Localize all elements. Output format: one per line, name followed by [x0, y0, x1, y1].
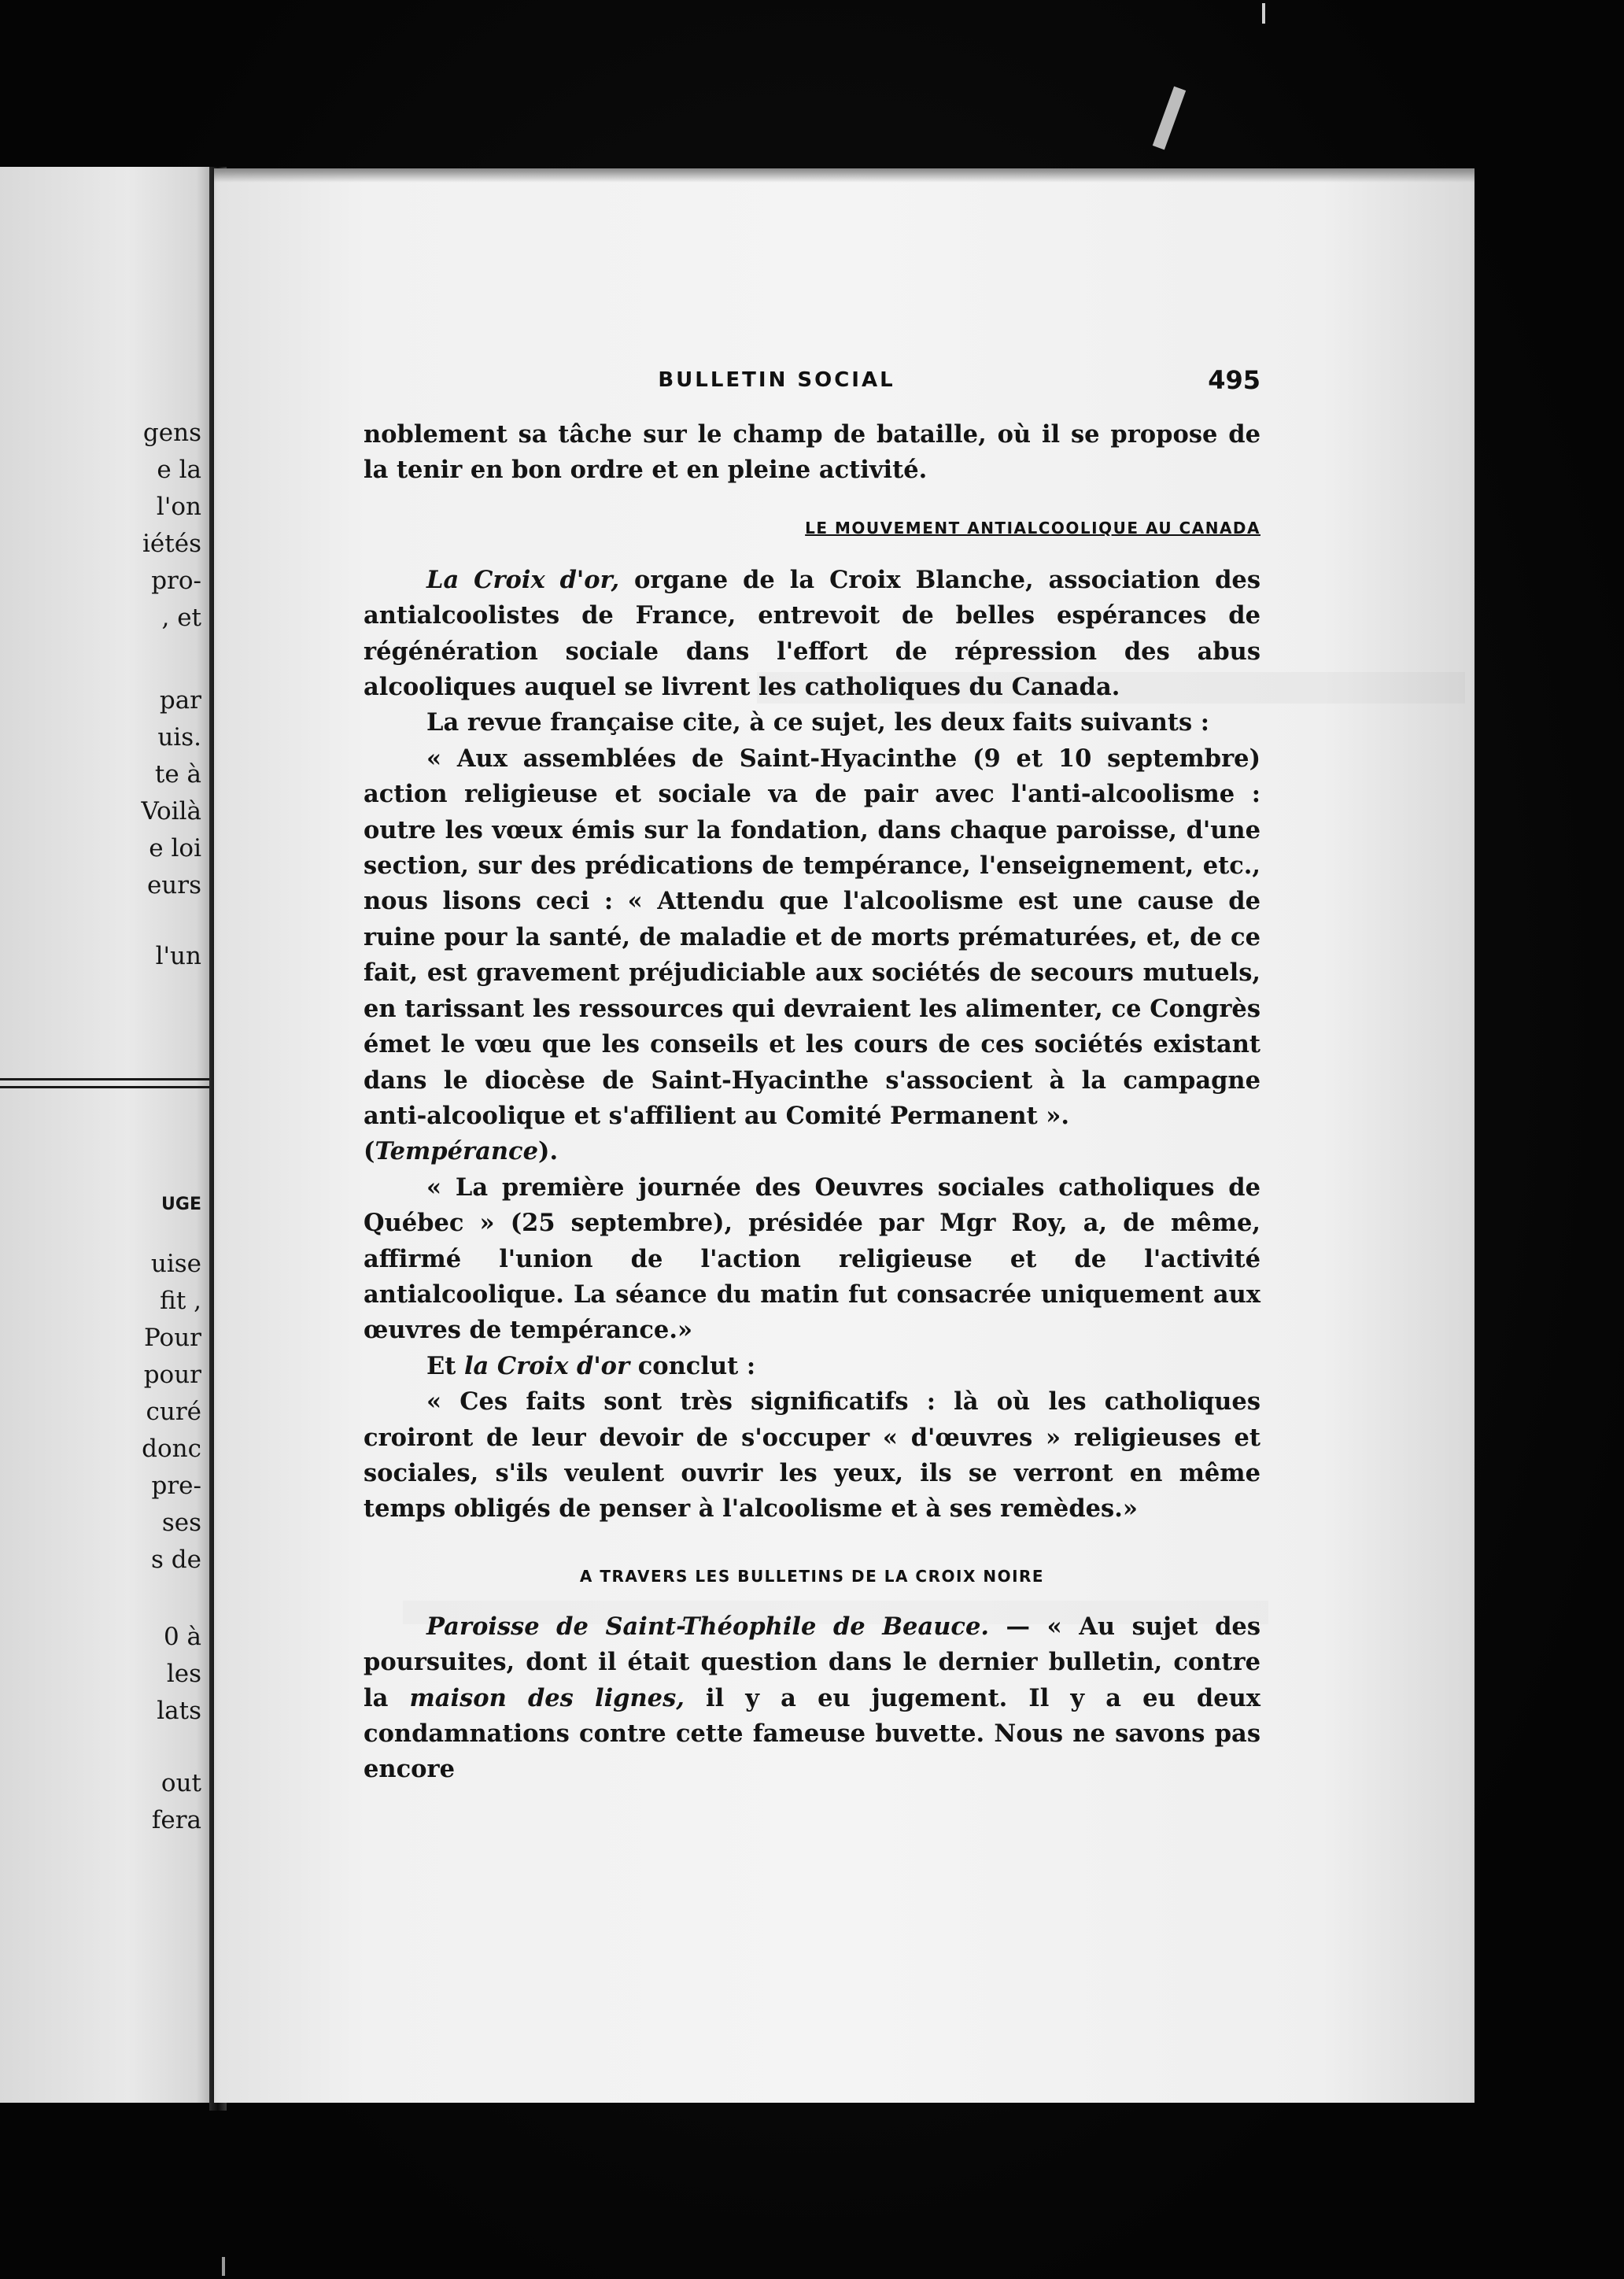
paragraph	[364, 1609, 1260, 1788]
page-number: 495	[1208, 365, 1260, 395]
left-page-line: pre-	[151, 1472, 201, 1500]
paragraph	[364, 563, 1260, 706]
italic-term: maison des lignes,	[409, 1683, 685, 1712]
paragraph-text: conclut :	[629, 1351, 756, 1380]
page-top-shadow	[214, 168, 1475, 183]
paragraph	[364, 1349, 1260, 1384]
left-page-line: out	[161, 1769, 201, 1797]
dust-speck	[222, 2257, 225, 2276]
dust-speck	[1153, 87, 1186, 150]
quotation-paragraph: « La première journée des Oeuvres sociales catholiques de Québec » (25 septembre), présidée par Mgr Roy, a, de même, affirmé l'union de l'action religieuse et de l'activité antialcoolique. La séance du matin fut consacrée uniquement aux œuvres de tempérance.»	[364, 1173, 1260, 1345]
left-page-rule	[0, 1086, 209, 1088]
left-page-line: curé	[146, 1398, 201, 1426]
running-title: BULLETIN SOCIAL	[658, 368, 895, 392]
left-page-line: ses	[161, 1509, 201, 1537]
paragraph-text: — « Au sujet des poursuites, dont il était question dans le dernier bulletin, contre la	[364, 1612, 1260, 1712]
left-page-line: par	[159, 686, 201, 715]
paragraph-text: organe de la Croix Blanche, association des antialcoolistes de France, entrevoit de belles espérances de régénération sociale dans l'effort de répression des abus alcooliques auquel se livrent les catholiques du Canada.	[364, 565, 1260, 702]
paragraph-text: « Aux assemblées de Saint-Hyacinthe (9 et 10 septembre) action religieuse et sociale va de pair avec l'anti-alcoolisme : outre les vœux émis sur la fondation, dans chaque paroisse, d'une section, sur des prédications de tempérance, l'enseignement, etc., nous lisons ceci : « Attendu que l'alcoolisme est une cause de ruine pour la santé, de maladie et de morts prématurées, et, de ce fait, est gravement préjudiciable aux sociétés de secours mutuels, en tarissant les ressources qui devraient les alimenter, ce Congrès émet le vœu que les conseils et les cours de ces sociétés existant dans le diocèse de Saint-Hyacinthe s'associent à la campagne anti-alcoolique et s'affilient au Comité Permanent ».	[364, 744, 1260, 1130]
dust-speck	[1262, 3, 1265, 24]
citation-close: ).	[538, 1137, 559, 1166]
left-page-line: e loi	[149, 834, 201, 862]
left-page-line: , et	[161, 604, 201, 632]
italic-title: la Croix d'or	[463, 1351, 630, 1380]
left-page-line: fit ,	[160, 1287, 201, 1315]
left-page-heading-fragment: UGE	[161, 1195, 201, 1214]
italic-place: Paroisse de Saint-Théophile de Beauce.	[426, 1612, 989, 1641]
quotation-paragraph: « Ces faits sont très significatifs : là où les catholiques croiront de leur devoir de s'occuper « d'œuvres » religieuses et sociales, s'ils veulent ouvrir les yeux, ils se verront en même temps obligés de penser à l'alcoolisme et à ses remèdes.»	[364, 1387, 1260, 1524]
left-page-line: uise	[150, 1250, 201, 1278]
left-page-line: donc	[142, 1435, 201, 1463]
left-page-line: uis.	[157, 723, 201, 752]
running-head	[364, 365, 1260, 412]
left-page-line: pour	[143, 1361, 201, 1389]
left-page-line: Voilà	[141, 797, 201, 826]
left-page	[0, 167, 214, 2103]
paragraph-text: il y a eu jugement. Il y a eu deux condamnations contre cette fameuse buvette. Nous ne savons pas encore	[364, 1683, 1260, 1784]
left-page-line: les	[166, 1660, 201, 1688]
left-page-line: l'un	[155, 942, 201, 970]
opening-paragraph: noblement sa tâche sur le champ de bataille, où il se propose de la tenir en bon ordre et en pleine activité.	[364, 420, 1260, 485]
quotation-paragraph	[364, 741, 1260, 1170]
paragraph: La revue française cite, à ce sujet, les deux faits suivants :	[426, 708, 1210, 737]
book-page	[214, 168, 1475, 2103]
section-heading: LE MOUVEMENT ANTIALCOOLIQUE AU CANADA	[805, 518, 1260, 537]
left-page-line: lats	[157, 1697, 201, 1725]
left-page-line: e la	[157, 456, 201, 484]
left-page-line: 0 à	[163, 1623, 201, 1651]
section-heading: A TRAVERS LES BULLETINS DE LA CROIX NOIRE	[579, 1566, 1045, 1586]
left-page-line: Pour	[143, 1324, 201, 1352]
paragraph-text: Et	[426, 1351, 464, 1380]
citation-title: Tempérance	[375, 1137, 539, 1166]
page-content	[364, 365, 1260, 1788]
italic-title: La Croix d'or,	[426, 565, 620, 594]
left-page-line: fera	[151, 1806, 201, 1834]
left-page-line: te à	[154, 760, 201, 789]
citation-open: (	[364, 1137, 375, 1166]
left-page-line: l'on	[156, 493, 201, 521]
left-page-line: iétés	[142, 530, 201, 558]
left-page-line: s de	[151, 1546, 201, 1574]
left-page-rule	[0, 1078, 209, 1080]
left-page-line: gens	[142, 419, 201, 447]
left-page-line: eurs	[146, 871, 201, 899]
left-page-line: pro-	[151, 567, 201, 595]
